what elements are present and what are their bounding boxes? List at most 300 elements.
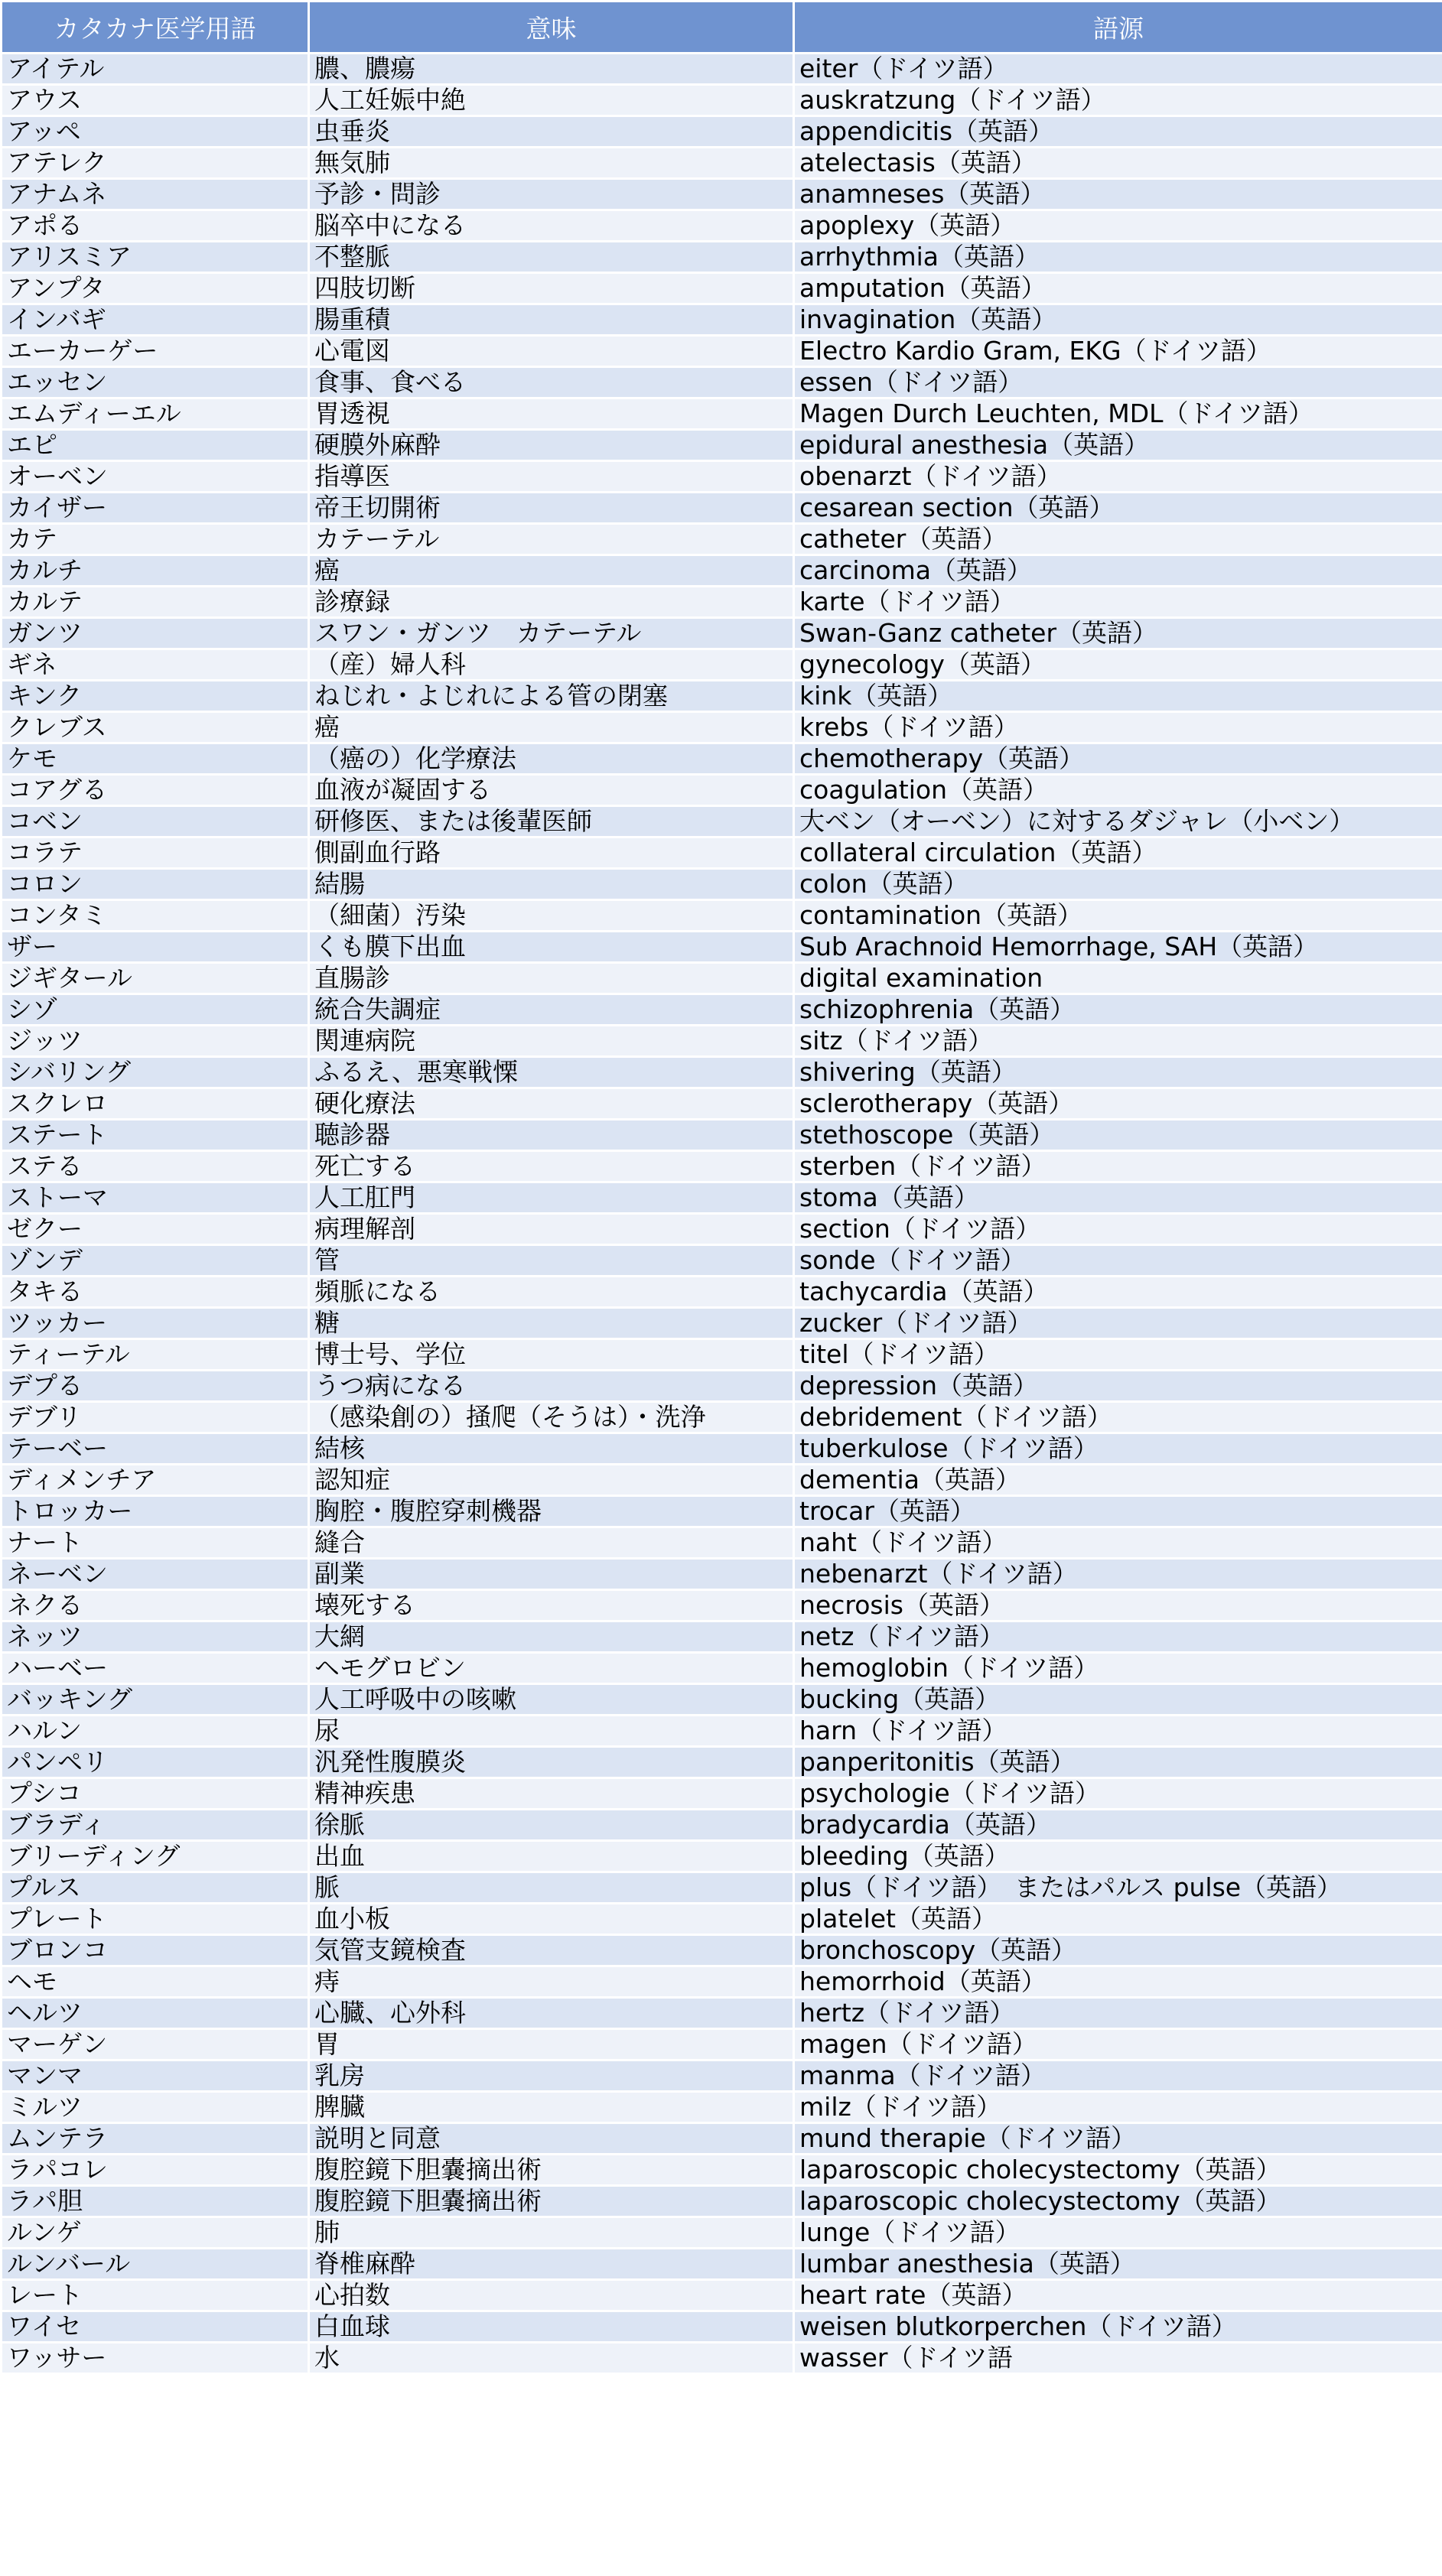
table-row [2,1465,1442,1496]
term-cell: アリスミア [2,242,309,273]
meaning-cell: 気管支鏡検査 [309,1935,794,1966]
table-row [2,242,1442,273]
etymology-cell: milz（ドイツ語） [794,2092,1442,2123]
term-cell: ミルツ [2,2092,309,2123]
meaning-cell: 乳房 [309,2060,794,2092]
etymology-cell: gynecology（英語） [794,649,1442,681]
meaning-cell: 癌 [309,712,794,743]
etymology-cell: stethoscope（英語） [794,1120,1442,1151]
term-cell: パンペリ [2,1747,309,1778]
meaning-cell: 痔 [309,1966,794,1998]
term-cell: ストーマ [2,1182,309,1214]
etymology-cell: Sub Arachnoid Hemorrhage, SAH（英語） [794,932,1442,963]
table-body [2,54,1442,2374]
term-cell: アポる [2,210,309,242]
table-row [2,116,1442,148]
term-cell: ラパコレ [2,2155,309,2186]
table-row [2,869,1442,900]
table-row [2,2186,1442,2217]
term-cell: ジッツ [2,1026,309,1057]
etymology-cell: eiter（ドイツ語） [794,54,1442,85]
etymology-cell: obenarzt（ドイツ語） [794,461,1442,493]
etymology-cell: psychologie（ドイツ語） [794,1778,1442,1810]
etymology-cell: Electro Kardio Gram, EKG（ドイツ語） [794,336,1442,367]
meaning-cell: 血小板 [309,1904,794,1935]
meaning-cell: 頻脈になる [309,1277,794,1308]
meaning-cell: 尿 [309,1716,794,1747]
etymology-cell: netz（ドイツ語） [794,1621,1442,1653]
table-row [2,1433,1442,1465]
table-row [2,1339,1442,1371]
meaning-cell: 脾臓 [309,2092,794,2123]
meaning-cell: 聴診器 [309,1120,794,1151]
table-row [2,1653,1442,1684]
meaning-cell: 食事、食べる [309,367,794,398]
etymology-cell: sterben（ドイツ語） [794,1151,1442,1182]
term-cell: ルンバール [2,2249,309,2280]
meaning-cell: 関連病院 [309,1026,794,1057]
meaning-cell: 結核 [309,1433,794,1465]
term-cell: ゼクー [2,1214,309,1245]
meaning-cell: 胸腔・腹腔穿刺機器 [309,1496,794,1527]
meaning-cell: （細菌）汚染 [309,900,794,932]
meaning-cell: 虫垂炎 [309,116,794,148]
term-cell: エッセン [2,367,309,398]
etymology-cell: dementia（英語） [794,1465,1442,1496]
term-cell: ディメンチア [2,1465,309,1496]
etymology-cell: cesarean section（英語） [794,493,1442,524]
term-cell: ゾンデ [2,1245,309,1277]
table-row [2,2092,1442,2123]
table-row [2,2311,1442,2343]
etymology-cell: shivering（英語） [794,1057,1442,1088]
table-row [2,1716,1442,1747]
table-row [2,649,1442,681]
term-cell: プシコ [2,1778,309,1810]
etymology-cell: harn（ドイツ語） [794,1716,1442,1747]
etymology-cell: auskratzung（ドイツ語） [794,85,1442,116]
meaning-cell: 管 [309,1245,794,1277]
etymology-cell: Swan-Ganz catheter（英語） [794,618,1442,649]
etymology-cell: sitz（ドイツ語） [794,1026,1442,1057]
etymology-cell: debridement（ドイツ語） [794,1402,1442,1433]
term-cell: カテ [2,524,309,555]
term-cell: マンマ [2,2060,309,2092]
term-cell: シバリング [2,1057,309,1088]
etymology-cell: hemoglobin（ドイツ語） [794,1653,1442,1684]
table-row [2,2060,1442,2092]
term-cell: シゾ [2,994,309,1026]
table-row [2,1841,1442,1872]
etymology-cell: digital examination [794,963,1442,994]
table-row [2,461,1442,493]
term-cell: デブリ [2,1402,309,1433]
meaning-cell: 壊死する [309,1590,794,1621]
table-row [2,1904,1442,1935]
etymology-cell: bronchoscopy（英語） [794,1935,1442,1966]
term-cell: レート [2,2280,309,2311]
meaning-cell: 胃 [309,2029,794,2060]
table-row [2,1998,1442,2029]
term-cell: カイザー [2,493,309,524]
etymology-cell: mund therapie（ドイツ語） [794,2123,1442,2155]
meaning-cell: 博士号、学位 [309,1339,794,1371]
table-row [2,1747,1442,1778]
meaning-cell: 腸重積 [309,304,794,336]
meaning-cell: 腹腔鏡下胆嚢摘出術 [309,2155,794,2186]
table-row [2,1182,1442,1214]
term-cell: ナート [2,1527,309,1559]
meaning-cell: 予診・問診 [309,179,794,210]
table-row [2,1527,1442,1559]
etymology-cell: collateral circulation（英語） [794,838,1442,869]
table-row [2,1151,1442,1182]
term-cell: ザー [2,932,309,963]
table-row [2,2217,1442,2249]
table-row [2,1559,1442,1590]
term-cell: アウス [2,85,309,116]
table-row [2,398,1442,430]
table-row [2,1371,1442,1402]
meaning-cell: 汎発性腹膜炎 [309,1747,794,1778]
meaning-cell: カテーテル [309,524,794,555]
meaning-cell: スワン・ガンツ カテーテル [309,618,794,649]
term-cell: アッペ [2,116,309,148]
table-row [2,1088,1442,1120]
meaning-cell: 水 [309,2343,794,2374]
term-cell: テーベー [2,1433,309,1465]
table-row [2,1308,1442,1339]
meaning-cell: 病理解剖 [309,1214,794,1245]
term-cell: ヘモ [2,1966,309,1998]
table-row [2,1778,1442,1810]
etymology-cell: 大ベン（オーベン）に対するダジャレ（小ベン） [794,806,1442,838]
etymology-cell: bucking（英語） [794,1684,1442,1716]
etymology-cell: weisen blutkorperchen（ドイツ語） [794,2311,1442,2343]
term-cell: ケモ [2,743,309,775]
etymology-cell: essen（ドイツ語） [794,367,1442,398]
table-row [2,963,1442,994]
table-row [2,555,1442,587]
meaning-cell: 人工肛門 [309,1182,794,1214]
term-cell: ハルン [2,1716,309,1747]
etymology-cell: coagulation（英語） [794,775,1442,806]
table-row [2,1872,1442,1904]
table-row [2,2123,1442,2155]
etymology-cell: karte（ドイツ語） [794,587,1442,618]
etymology-cell: schizophrenia（英語） [794,994,1442,1026]
table-header [2,2,1442,54]
meaning-cell: 人工呼吸中の咳嗽 [309,1684,794,1716]
etymology-cell: appendicitis（英語） [794,116,1442,148]
meaning-cell: うつ病になる [309,1371,794,1402]
meaning-cell: 縫合 [309,1527,794,1559]
etymology-cell: lunge（ドイツ語） [794,2217,1442,2249]
meaning-cell: 肺 [309,2217,794,2249]
meaning-cell: 糖 [309,1308,794,1339]
term-cell: トロッカー [2,1496,309,1527]
meaning-cell: 脈 [309,1872,794,1904]
etymology-cell: depression（英語） [794,1371,1442,1402]
etymology-cell: apoplexy（英語） [794,210,1442,242]
meaning-cell: 説明と同意 [309,2123,794,2155]
table-row [2,806,1442,838]
meaning-cell: ふるえ、悪寒戦慄 [309,1057,794,1088]
meaning-cell: 認知症 [309,1465,794,1496]
table-row [2,2280,1442,2311]
meaning-cell: 側副血行路 [309,838,794,869]
table-row [2,54,1442,85]
table-row [2,712,1442,743]
table-row [2,1590,1442,1621]
table-row [2,587,1442,618]
table-row [2,2029,1442,2060]
term-cell: ワッサー [2,2343,309,2374]
meaning-cell: 副業 [309,1559,794,1590]
meaning-cell: 心電図 [309,336,794,367]
term-cell: コベン [2,806,309,838]
meaning-cell: 脊椎麻酔 [309,2249,794,2280]
table-row [2,900,1442,932]
etymology-cell: plus（ドイツ語） またはパルス pulse（英語） [794,1872,1442,1904]
meaning-cell: 診療録 [309,587,794,618]
table-row [2,430,1442,461]
etymology-cell: chemotherapy（英語） [794,743,1442,775]
header-katakana-term: カタカナ医学用語 [2,2,309,54]
meaning-cell: （癌の）化学療法 [309,743,794,775]
etymology-cell: contamination（英語） [794,900,1442,932]
meaning-cell: 死亡する [309,1151,794,1182]
meaning-cell: 人工妊娠中絶 [309,85,794,116]
table-row [2,1966,1442,1998]
etymology-cell: wasser（ドイツ語 [794,2343,1442,2374]
term-cell: エムディーエル [2,398,309,430]
table-row [2,1684,1442,1716]
term-cell: ティーテル [2,1339,309,1371]
term-cell: カルチ [2,555,309,587]
term-cell: コラテ [2,838,309,869]
table-row [2,1935,1442,1966]
etymology-cell: panperitonitis（英語） [794,1747,1442,1778]
term-cell: ムンテラ [2,2123,309,2155]
term-cell: ネーベン [2,1559,309,1590]
table-row [2,179,1442,210]
meaning-cell: 研修医、または後輩医師 [309,806,794,838]
table-row [2,681,1442,712]
meaning-cell: （感染創の）掻爬（そうは）・洗浄 [309,1402,794,1433]
term-cell: プレート [2,1904,309,1935]
etymology-cell: necrosis（英語） [794,1590,1442,1621]
table-row [2,1810,1442,1841]
table-row [2,273,1442,304]
term-cell: ブリーディング [2,1841,309,1872]
term-cell: インバギ [2,304,309,336]
etymology-cell: carcinoma（英語） [794,555,1442,587]
table-row [2,1496,1442,1527]
etymology-cell: amputation（英語） [794,273,1442,304]
table-row [2,1245,1442,1277]
etymology-cell: hemorrhoid（英語） [794,1966,1442,1998]
table-row [2,1277,1442,1308]
meaning-cell: 胃透視 [309,398,794,430]
table-row [2,2155,1442,2186]
meaning-cell: 癌 [309,555,794,587]
etymology-cell: nebenarzt（ドイツ語） [794,1559,1442,1590]
term-cell: ステート [2,1120,309,1151]
term-cell: コンタミ [2,900,309,932]
etymology-cell: anamneses（英語） [794,179,1442,210]
etymology-cell: magen（ドイツ語） [794,2029,1442,2060]
table-row [2,2343,1442,2374]
table-row [2,743,1442,775]
term-cell: ギネ [2,649,309,681]
meaning-cell: 指導医 [309,461,794,493]
term-cell: バッキング [2,1684,309,1716]
etymology-cell: atelectasis（英語） [794,148,1442,179]
term-cell: カルテ [2,587,309,618]
table-row [2,1026,1442,1057]
table-row [2,336,1442,367]
meaning-cell: 統合失調症 [309,994,794,1026]
meaning-cell: ヘモグロビン [309,1653,794,1684]
table-row [2,304,1442,336]
meaning-cell: ねじれ・よじれによる管の閉塞 [309,681,794,712]
header-etymology: 語源 [794,2,1442,54]
etymology-cell: section（ドイツ語） [794,1214,1442,1245]
etymology-cell: Magen Durch Leuchten, MDL（ドイツ語） [794,398,1442,430]
table-row [2,210,1442,242]
table-row [2,838,1442,869]
etymology-cell: sonde（ドイツ語） [794,1245,1442,1277]
term-cell: エーカーゲー [2,336,309,367]
term-cell: ツッカー [2,1308,309,1339]
etymology-cell: manma（ドイツ語） [794,2060,1442,2092]
etymology-cell: colon（英語） [794,869,1442,900]
meaning-cell: 大網 [309,1621,794,1653]
etymology-cell: heart rate（英語） [794,2280,1442,2311]
etymology-cell: laparoscopic cholecystectomy（英語） [794,2155,1442,2186]
term-cell: デプる [2,1371,309,1402]
etymology-cell: lumbar anesthesia（英語） [794,2249,1442,2280]
table-row [2,524,1442,555]
etymology-cell: zucker（ドイツ語） [794,1308,1442,1339]
term-cell: ワイセ [2,2311,309,2343]
term-cell: エピ [2,430,309,461]
meaning-cell: 四肢切断 [309,273,794,304]
etymology-cell: epidural anesthesia（英語） [794,430,1442,461]
table-row [2,367,1442,398]
term-cell: ガンツ [2,618,309,649]
header-meaning: 意味 [309,2,794,54]
meaning-cell: （産）婦人科 [309,649,794,681]
etymology-cell: sclerotherapy（英語） [794,1088,1442,1120]
etymology-cell: invagination（英語） [794,304,1442,336]
term-cell: ネクる [2,1590,309,1621]
meaning-cell: 硬膜外麻酔 [309,430,794,461]
table-row [2,775,1442,806]
etymology-cell: bradycardia（英語） [794,1810,1442,1841]
term-cell: コロン [2,869,309,900]
meaning-cell: 徐脈 [309,1810,794,1841]
term-cell: ラパ胆 [2,2186,309,2217]
term-cell: ネッツ [2,1621,309,1653]
header-row [2,2,1442,54]
meaning-cell: 腹腔鏡下胆嚢摘出術 [309,2186,794,2217]
meaning-cell: 心拍数 [309,2280,794,2311]
term-cell: アテレク [2,148,309,179]
meaning-cell: 精神疾患 [309,1778,794,1810]
table-row [2,932,1442,963]
term-cell: ヘルツ [2,1998,309,2029]
table-row [2,618,1442,649]
etymology-cell: tuberkulose（ドイツ語） [794,1433,1442,1465]
table-row [2,1120,1442,1151]
etymology-cell: kink（英語） [794,681,1442,712]
term-cell: アンプタ [2,273,309,304]
term-cell: ジギタール [2,963,309,994]
term-cell: オーベン [2,461,309,493]
etymology-cell: hertz（ドイツ語） [794,1998,1442,2029]
etymology-cell: stoma（英語） [794,1182,1442,1214]
meaning-cell: 心臓、心外科 [309,1998,794,2029]
table-row [2,1057,1442,1088]
term-cell: ブロンコ [2,1935,309,1966]
meaning-cell: 膿、膿瘍 [309,54,794,85]
meaning-cell: 直腸診 [309,963,794,994]
meaning-cell: くも膜下出血 [309,932,794,963]
etymology-cell: titel（ドイツ語） [794,1339,1442,1371]
etymology-cell: catheter（英語） [794,524,1442,555]
term-cell: クレブス [2,712,309,743]
meaning-cell: 不整脈 [309,242,794,273]
table-row [2,994,1442,1026]
table-row [2,1214,1442,1245]
term-cell: アナムネ [2,179,309,210]
etymology-cell: platelet（英語） [794,1904,1442,1935]
table-row [2,1621,1442,1653]
etymology-cell: tachycardia（英語） [794,1277,1442,1308]
meaning-cell: 脳卒中になる [309,210,794,242]
term-cell: スクレロ [2,1088,309,1120]
etymology-cell: bleeding（英語） [794,1841,1442,1872]
term-cell: プルス [2,1872,309,1904]
table-row [2,148,1442,179]
term-cell: キンク [2,681,309,712]
term-cell: ブラディ [2,1810,309,1841]
term-cell: ルンゲ [2,2217,309,2249]
term-cell: タキる [2,1277,309,1308]
term-cell: コアグる [2,775,309,806]
meaning-cell: 出血 [309,1841,794,1872]
table-row [2,1402,1442,1433]
meaning-cell: 硬化療法 [309,1088,794,1120]
table-row [2,85,1442,116]
etymology-cell: laparoscopic cholecystectomy（英語） [794,2186,1442,2217]
etymology-cell: trocar（英語） [794,1496,1442,1527]
term-cell: マーゲン [2,2029,309,2060]
term-cell: アイテル [2,54,309,85]
table-row [2,2249,1442,2280]
meaning-cell: 結腸 [309,869,794,900]
meaning-cell: 血液が凝固する [309,775,794,806]
meaning-cell: 無気肺 [309,148,794,179]
etymology-cell: naht（ドイツ語） [794,1527,1442,1559]
table-row [2,493,1442,524]
meaning-cell: 帝王切開術 [309,493,794,524]
term-cell: ハーベー [2,1653,309,1684]
etymology-cell: krebs（ドイツ語） [794,712,1442,743]
etymology-cell: arrhythmia（英語） [794,242,1442,273]
